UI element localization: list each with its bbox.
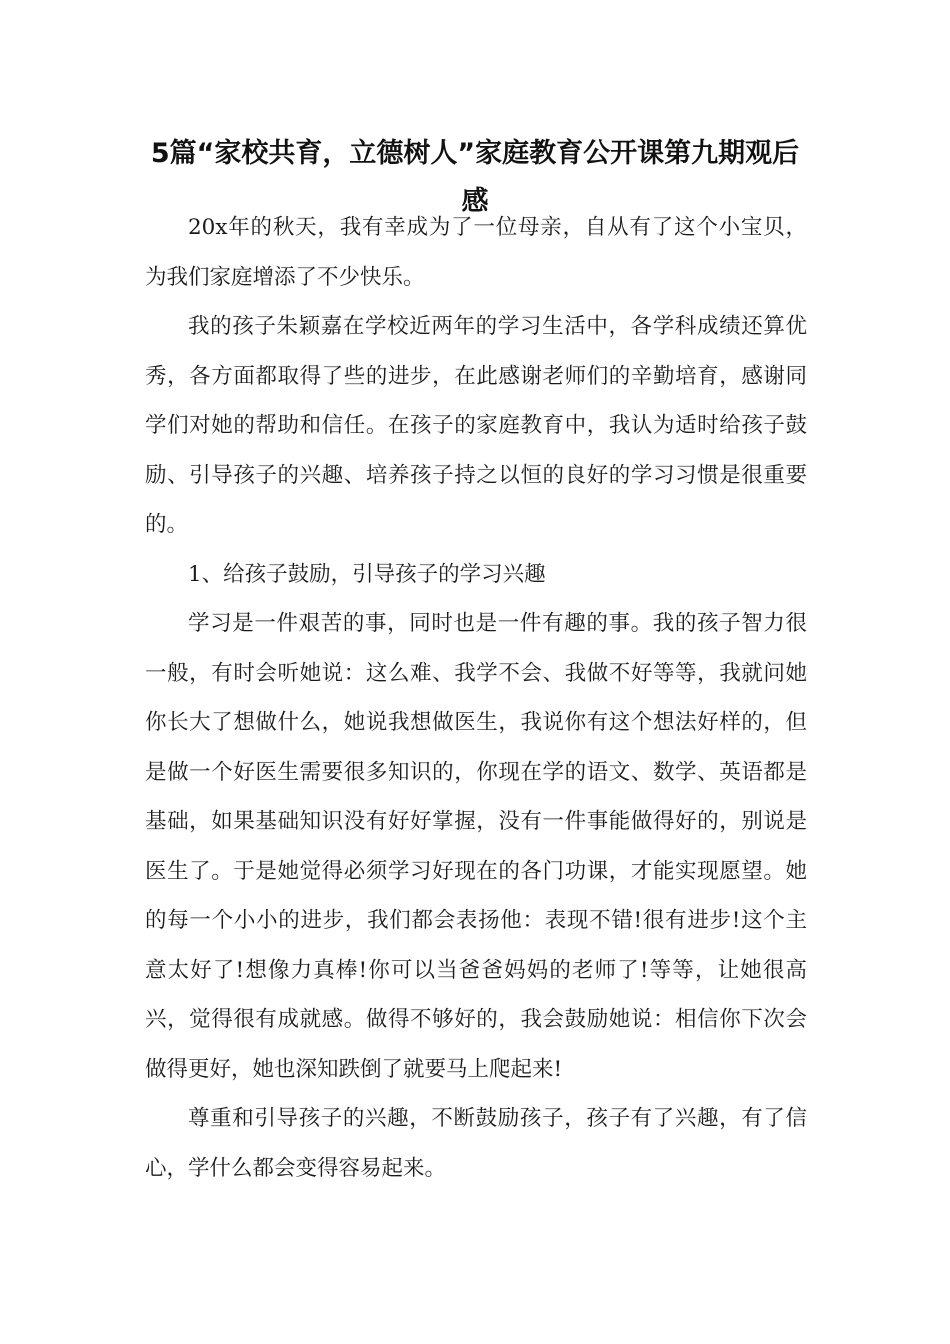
paragraph-learning-interest: 学习是一件艰苦的事，同时也是一件有趣的事。我的孩子智力很一般，有时会听她说：这么难、我学不会、我做不好等等，我就问她你长大了想做什么，她说我想做医生，我说你有这个想法好样的，但是做一个好医生需要很多知识的，你现在学的语文、数学、英语都是基础，如果基础知识没有好好掌握，没有一件事能做得好的，别说是医生了。于是她觉得必须学习好现在的各门功课，才能实现愿望。她的每一个小小的进步，我们都会表扬他：表现不错!很有进步!这个主意太好了!想像力真棒!你可以当爸爸妈妈的老师了!等等，让她很高兴，觉得很有成就感。做得不够好的，我会鼓励她说：相信你下次会做得更好，她也深知跌倒了就要马上爬起来! — [145, 611, 807, 1082]
paragraph-intro: 20x年的秋天，我有幸成为了一位母亲，自从有了这个小宝贝，为我们家庭增添了不少快乐。 — [145, 215, 807, 290]
paragraph-child-progress: 我的孩子朱颖嘉在学校近两年的学习生活中，各学科成绩还算优秀，各方面都取得了些的进步，在此感谢老师们的辛勤培育，感谢同学们对她的帮助和信任。在孩子的家庭教育中，我认为适时给孩子鼓励、引导孩子的兴趣、培养孩子持之以恒的良好的学习习惯是很重要的。 — [145, 314, 807, 537]
document-title: 5篇“家校共育，立德树人”家庭教育公开课第九期观后感 — [150, 138, 800, 217]
paragraph-conclusion: 尊重和引导孩子的兴趣，不断鼓励孩子，孩子有了兴趣，有了信心，学什么都会变得容易起来。 — [145, 1106, 807, 1181]
document-body — [145, 203, 807, 1193]
section-heading-encouragement: 1、给孩子鼓励，引导孩子的学习兴趣 — [188, 561, 546, 587]
